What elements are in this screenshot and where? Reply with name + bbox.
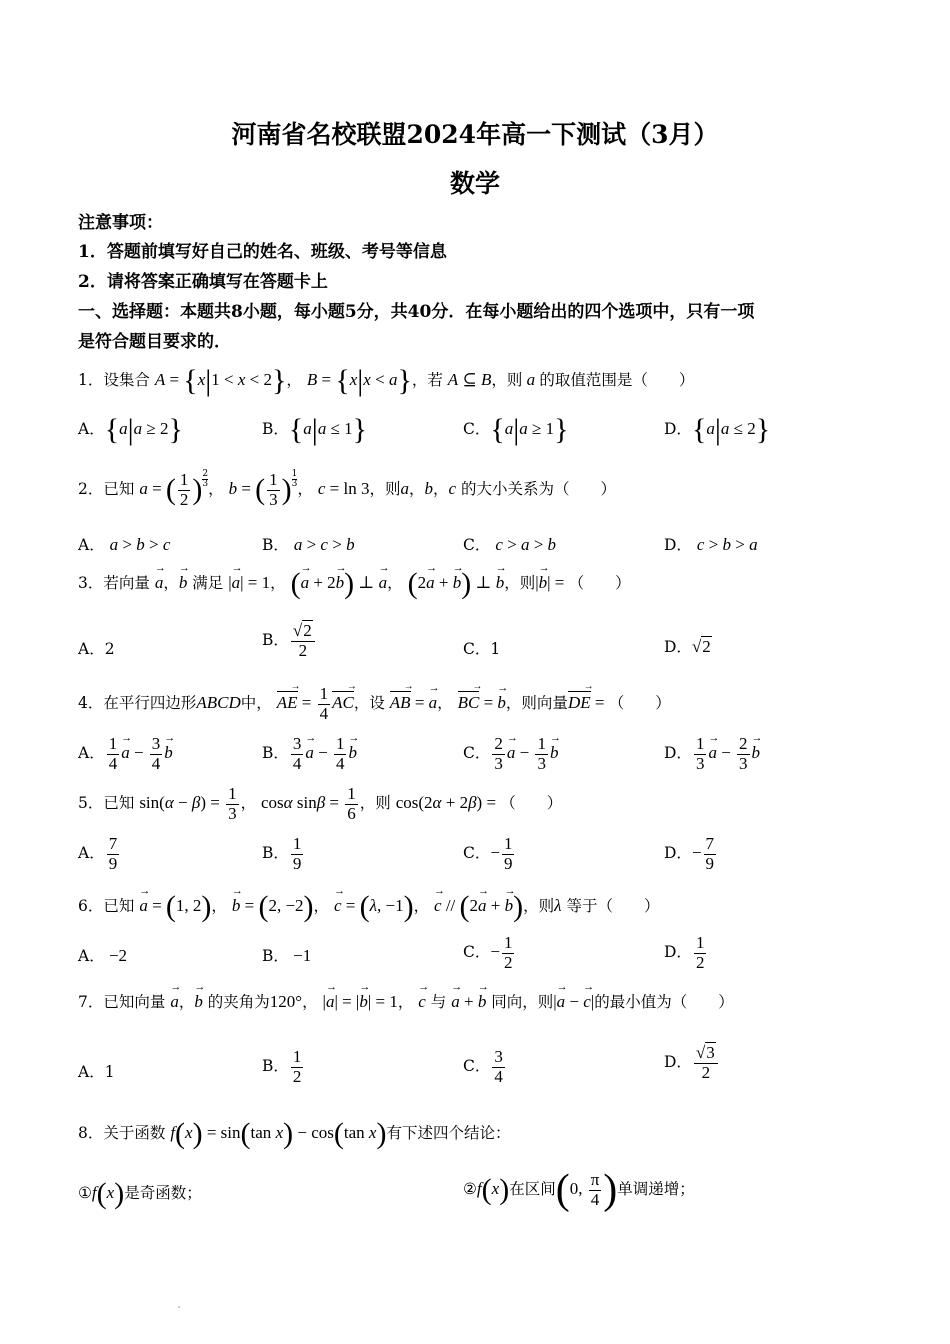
question-1: 1．设集合 A = {x|1 < x < 2}， B = {x|x < a}，若 A ⊆ B，则 a 的取值范围是（ ） xyxy=(78,364,695,397)
q7-option-c[interactable]: C． $\frac{3}{4}$ xyxy=(463,1047,503,1086)
q5-option-a[interactable]: A． $\frac{7}{9}$ xyxy=(78,834,118,873)
q3-option-a[interactable]: A．2 xyxy=(78,640,115,658)
q6-option-d[interactable]: D． $\frac{1}{2}$ xyxy=(664,933,705,972)
q1-option-b[interactable]: B．{a|a ≤ 1} xyxy=(262,413,368,446)
q6-option-c[interactable]: C．− $\frac{1}{2}$ xyxy=(463,933,513,972)
section-heading-line-2: 是符合题目要求的． xyxy=(78,332,231,352)
q2-option-c[interactable]: C． c > a > b xyxy=(463,535,557,554)
exam-subject: 数学 xyxy=(449,169,500,198)
notice-heading: 注意事项： xyxy=(78,213,163,233)
q8-conclusion-2: ②f(x)在区间(0, $\frac{\pi}{4}$ )单调递增； xyxy=(463,1167,695,1213)
q2-option-b[interactable]: B． a > c > b xyxy=(262,535,355,554)
question-6: 6．已知 a → = (1, 2)， b → = (2, −2)， c → = (λ, −1)， c → // (2a → + b →)，则λ 等于（ ） xyxy=(78,890,659,924)
q7-option-b[interactable]: B． $\frac{1}{2}$ xyxy=(262,1047,302,1086)
q7-option-a[interactable]: A．1 xyxy=(78,1063,115,1081)
question-2: 2．已知 a = ( $\frac{1}{2}$ ) $\frac{2}{3}$ ， b = ( $\frac{1}{3}$ ) $\frac{1}{3}$ ， c = ln 3，则a，b，c 的大小关系为（ ） xyxy=(78,469,616,509)
question-8: 8．关于函数 f(x) = sin(tan x) − cos(tan x)有下述四个结论： xyxy=(78,1117,511,1150)
q2-option-a[interactable]: A． a > b > c xyxy=(78,535,171,554)
question-4: 4．在平行四边形ABCD中， → AE = $\frac{1}{4}$ → AC，设 → AB = a →， → BC = b →，则向量→ DE = （ ） xyxy=(78,685,671,723)
q5-option-b[interactable]: B． $\frac{1}{9}$ xyxy=(262,834,302,873)
section-heading-line-1: 一、选择题：本题共8小题，每小题5分，共40分．在每小题给出的四个选项中，只有一项 xyxy=(78,302,755,322)
notice-item-1: 1．答题前填写好自己的姓名、班级、考号等信息 xyxy=(78,242,447,262)
q2-option-d[interactable]: D． c > b > a xyxy=(664,535,758,554)
scan-speck xyxy=(178,1306,180,1308)
q4-option-d[interactable]: D． $\frac{1}{3}$ a → − $\frac{2}{3}$ b → xyxy=(664,735,760,773)
q1-option-a[interactable]: A．{a|a ≥ 2} xyxy=(78,413,183,446)
q5-option-c[interactable]: C．− $\frac{1}{9}$ xyxy=(463,834,513,873)
q5-option-d[interactable]: D．− $\frac{7}{9}$ xyxy=(664,834,715,873)
question-5: 5．已知 sin(α − β) = $\frac{1}{3}$ ， cosα sinβ = $\frac{1}{6}$ ，则 cos(2α + 2β) = （ ） xyxy=(78,784,563,823)
q7-option-d[interactable]: D． $\frac{√3}{2}$ xyxy=(664,1044,720,1082)
q3-option-c[interactable]: C．1 xyxy=(463,640,501,658)
q3-option-b[interactable]: B． $\frac{√2}{2}$ xyxy=(262,622,317,660)
q6-option-b[interactable]: B． −1 xyxy=(262,946,312,965)
q4-option-c[interactable]: C． $\frac{2}{3}$ a → − $\frac{1}{3}$ b → xyxy=(463,735,558,773)
question-3: 3．若向量 a →，b → 满足 |a →| = 1， (a → + 2b →) ⊥ a →， (2a → + b →) ⊥ b →，则|b →| = （ ） xyxy=(78,567,631,601)
notice-item-2: 2．请将答案正确填写在答题卡上 xyxy=(78,272,328,292)
q1-option-d[interactable]: D．{a|a ≤ 2} xyxy=(664,413,771,446)
exam-title: 河南省名校联盟2024年高一下测试（3月） xyxy=(231,120,719,149)
question-7: 7．已知向量 a →，b → 的夹角为120°， |a →| = |b →| = 1， c → 与 a → + b → 同向，则|a → − c →|的最小值为（ ） xyxy=(78,990,734,1012)
q3-option-d[interactable]: D．√2 xyxy=(664,637,711,656)
q4-option-a[interactable]: A． $\frac{1}{4}$ a → − $\frac{3}{4}$ b → xyxy=(78,735,173,773)
q1-option-c[interactable]: C．{a|a ≥ 1} xyxy=(463,413,569,446)
q4-option-b[interactable]: B． $\frac{3}{4}$ a → − $\frac{1}{4}$ b → xyxy=(262,735,357,773)
q8-conclusion-1: ①f(x)是奇函数； xyxy=(78,1177,202,1210)
q6-option-a[interactable]: A． −2 xyxy=(78,946,128,965)
